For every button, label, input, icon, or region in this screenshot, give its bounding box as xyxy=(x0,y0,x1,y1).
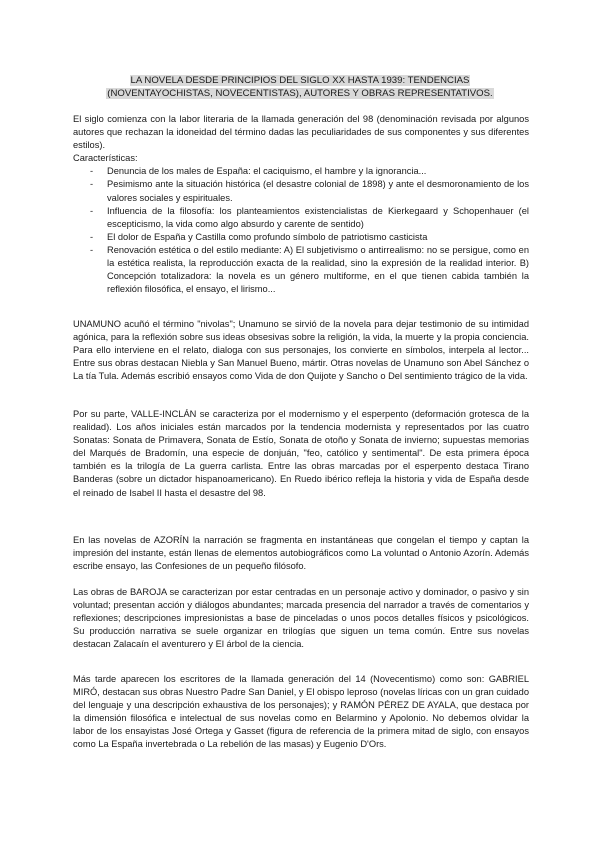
characteristics-list xyxy=(73,165,529,296)
intro-section xyxy=(73,113,529,296)
list-item: - Influencia de la filosofía: los planteamientos existencialistas de Kierkegaard y Schopenhauer (el escepticismo, la vida como algo absurdo y carente de sentido) xyxy=(73,205,529,231)
list-item: - Pesimismo ante la situación histórica (el desastre colonial de 1898) y ante el desmoronamiento de los valores sociales y espirituales. xyxy=(73,178,529,204)
title-line-1: LA NOVELA DESDE PRINCIPIOS DEL SIGLO XX HASTA 1939: TENDENCIAS xyxy=(130,75,470,86)
unamuno-paragraph: UNAMUNO acuñó el término "nivolas"; Unamuno se sirvió de la novela para dejar testimonio de su intimidad agónica, para la reflexión sobre sus ideas obsesivas sobre la religión, la vida, la muerte y la propia conciencia. Para ello interviene en el relato, dialoga con sus personajes, los convierte en símbolos, interpela al lector... Entre sus obras destacan Niebla y San Manuel Bueno, mártir. Otras novelas de Unamuno son Abel Sánchez o La tía Tula. Además escribió ensayos como Vida de don Quijote y Sancho o Del sentimiento trágico de la vida. xyxy=(73,319,529,382)
valle-inclan-paragraph: Por su parte, VALLE-INCLÁN se caracteriza por el modernismo y el esperpento (deformación grotesca de la realidad). Los años iniciales están marcados por la tendencia modernista y representados por las cuatro Sonatas: Sonata de Primavera, Sonata de Estío, Sonata de otoño y Sonata de invierno; supuestas memorias del Marqués de Bradomín, una especie de donjuán, "feo, católico y sentimental". De esta primera época también es la trilogía de La guerra carlista. Entre las obras marcadas por el esperpento destaca Tirano Banderas (sobre un dictador hispanoamericano). En Ruedo ibérico refleja la historia y vida de España desde el reinado de Isabel II hasta el desastre del 98. xyxy=(73,409,529,498)
intro-paragraph: El siglo comienza con la labor literaria de la llamada generación del 98 (denominación revisada por algunos autores que rechazan la idoneidad del término dadas las peculiaridades de sus componentes y sus diferentes estilos). xyxy=(73,114,529,151)
azorin-paragraph: En las novelas de AZORÍN la narración se fragmenta en instantáneas que congelan el tiempo y captan la impresión del instante, están llenas de elementos autobiográficos como La voluntad o Antonio Azorín. Además escribe ensayo, las Confesiones de un pequeño filósofo. xyxy=(73,535,529,572)
title-line-2: (NOVENTAYOCHISTAS, NOVECENTISTAS), AUTORES Y OBRAS REPRESENTATIVOS. xyxy=(107,88,493,99)
list-item: - Renovación estética o del estilo mediante: A) El subjetivismo o antirrealismo: no se persigue, como en la estética realista, la reproducción exacta de la realidad, sino la expresión de la realidad interior. B) Concepción totalizadora: la novela es un género multiforme, en el que tienen cabida también la reflexión filosófica, el ensayo, el lirismo... xyxy=(73,244,529,296)
characteristics-label: Características: xyxy=(73,153,138,164)
novecentismo-paragraph: Más tarde aparecen los escritores de la llamada generación del 14 (Novecentismo) como son: GABRIEL MIRÓ, destacan sus obras Nuestro Padre San Daniel, y El obispo leproso (novelas líricas con un gran cuidado del lenguaje y una descripción exhaustiva de los personajes); y RAMÓN PÉREZ DE AYALA, que destaca por la dimensión filosófica e intelectual de sus novelas como en Belarmino y Apolonio. No debemos olvidar la labor de los ensayistas José Ortega y Gasset (figura de referencia de la primera mitad de siglo, con ensayos como La España invertebrada o La rebelión de las masas) y Eugenio D'Ors. xyxy=(73,674,529,750)
list-item: - El dolor de España y Castilla como profundo símbolo de patriotismo casticista xyxy=(73,231,529,244)
list-item: - Denuncia de los males de España: el caciquismo, el hambre y la ignorancia... xyxy=(73,165,529,178)
page-title xyxy=(70,74,530,100)
baroja-paragraph: Las obras de BAROJA se caracterizan por estar centradas en un personaje activo y dominador, o pasivo y sin voluntad; presentan acción y diálogos abundantes; marcada presencia del narrador a través de comentarios y reflexiones; descripciones impresionistas a base de pinceladas o unos pocos detalles físicos y psicológicos. Su producción narrativa se suele organizar en trilogías que siguen un tema común. Entre sus novelas destacan Zalacaín el aventurero y El árbol de la ciencia. xyxy=(73,587,529,650)
